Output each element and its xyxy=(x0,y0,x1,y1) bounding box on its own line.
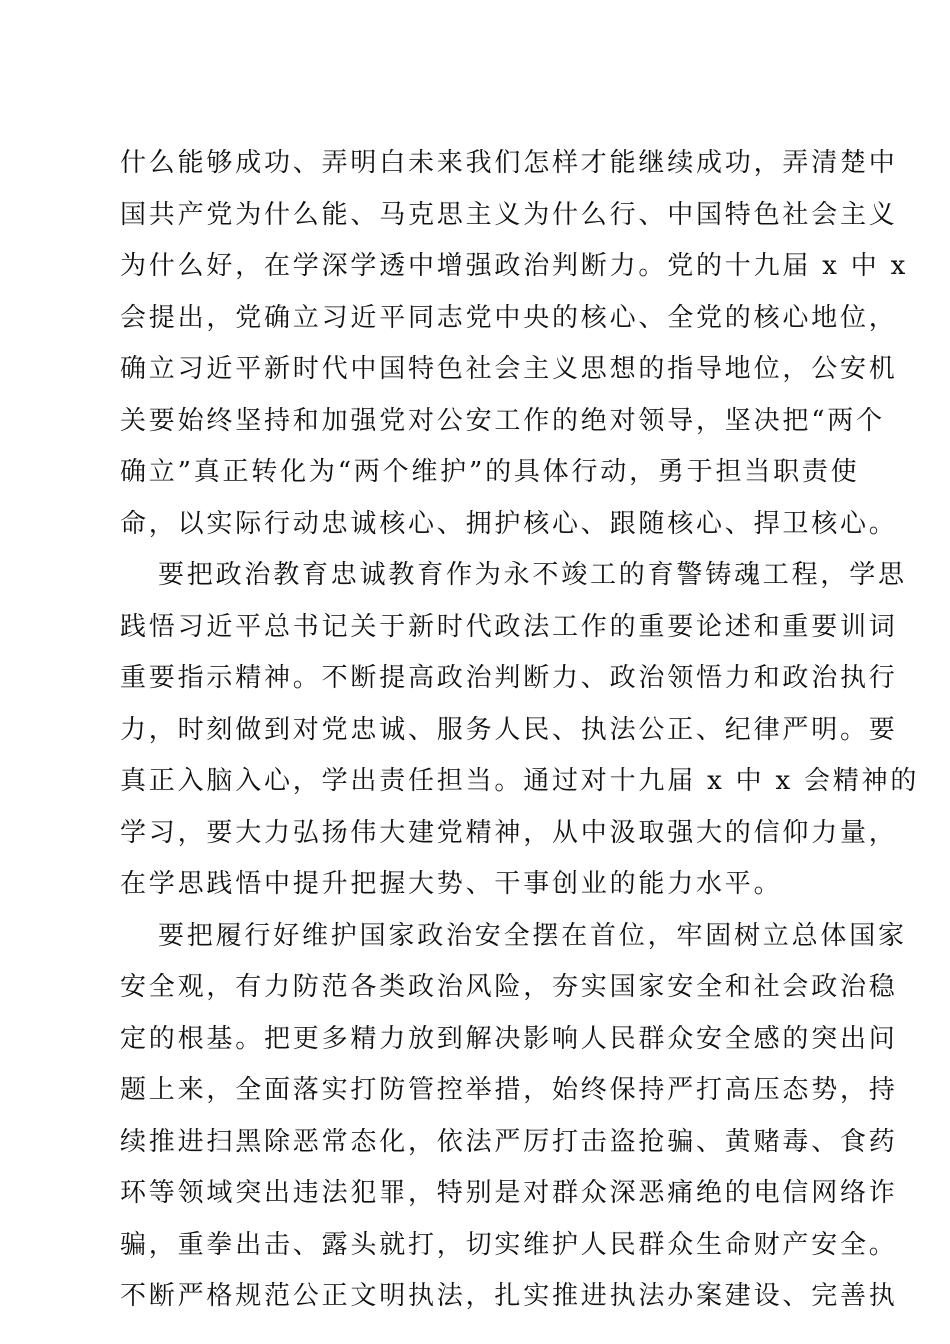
text-line: 什么能够成功、弄明白未来我们怎样才能继续成功，弄清楚中 xyxy=(120,148,898,178)
text-line: 要把政治教育忠诚教育作为永不竣工的育警铸魂工程，学思 xyxy=(158,560,907,590)
text-line: 环等领域突出违法犯罪，特别是对群众深恶痛绝的电信网络诈 xyxy=(120,1178,898,1208)
text-line: 确立习近平新时代中国特色社会主义思想的指导地位，公安机 xyxy=(120,354,898,384)
text-line: 真正入脑入心，学出责任担当。通过对十九届 x 中 x 会精神的 xyxy=(120,766,920,796)
text-line: 续推进扫黑除恶常态化，依法严厉打击盗抢骗、黄赌毒、食药 xyxy=(120,1126,898,1157)
text-line: 定的根基。把更多精力放到解决影响人民群众安全感的突出问 xyxy=(120,1023,898,1054)
text-line: 学习，要大力弘扬伟大建党精神，从中汲取强大的信仰力量， xyxy=(120,817,898,848)
text-line: 要把履行好维护国家政治安全摆在首位，牢固树立总体国家 xyxy=(158,920,907,951)
text-line: 国共产党为什么能、马克思主义为什么行、中国特色社会主义 xyxy=(120,199,898,230)
text-line: 题上来，全面落实打防管控举措，始终保持严打高压态势，持 xyxy=(120,1075,898,1105)
paragraph-2 xyxy=(120,550,920,911)
text-line: 力，时刻做到对党忠诚、服务人民、执法公正、纪律严明。要 xyxy=(120,714,898,745)
text-line: 为什么好，在学深学透中增强政治判断力。党的十九届 x 中 x xyxy=(120,251,909,281)
paragraph-1 xyxy=(120,138,909,550)
text-line: 确立”真正转化为“两个维护”的具体行动，勇于担当职责使 xyxy=(120,457,860,487)
paragraph-3 xyxy=(120,911,907,1323)
text-line: 践悟习近平总书记关于新时代政法工作的重要论述和重要训词 xyxy=(120,611,898,642)
text-line: 在学思践悟中提升把握大势、干事创业的能力水平。 xyxy=(120,869,783,899)
text-line: 不断严格规范公正文明执法，扎实推进执法办案建设、完善执 xyxy=(120,1281,898,1311)
text-line: 会提出，党确立习近平同志党中央的核心、全党的核心地位， xyxy=(120,302,898,333)
text-line: 关要始终坚持和加强党对公安工作的绝对领导，坚决把“两个 xyxy=(120,405,885,436)
document-body xyxy=(120,138,920,1323)
text-line: 安全观，有力防范各类政治风险，夯实国家安全和社会政治稳 xyxy=(120,972,898,1002)
text-line: 命，以实际行动忠诚核心、拥护核心、跟随核心、捍卫核心。 xyxy=(120,508,898,539)
text-line: 骗，重拳出击、露头就打，切实维护人民群众生命财产安全。 xyxy=(120,1229,898,1260)
text-line: 重要指示精神。不断提高政治判断力、政治领悟力和政治执行 xyxy=(120,663,898,693)
